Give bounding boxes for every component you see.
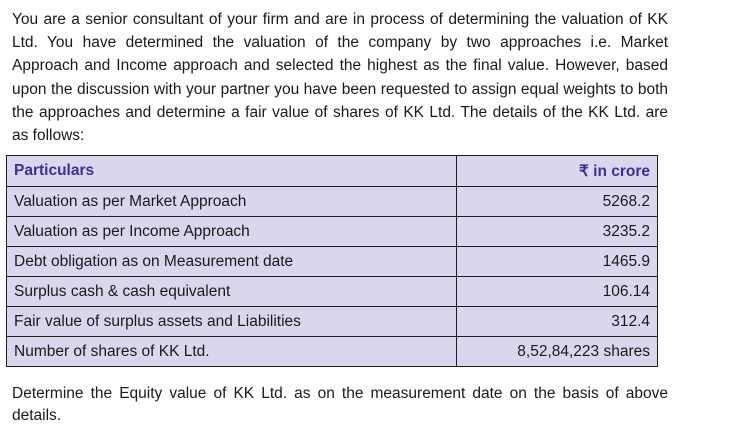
row-value: 1465.9 — [457, 247, 658, 277]
header-particulars: Particulars — [7, 156, 457, 187]
table-row — [7, 337, 658, 367]
row-value: 106.14 — [457, 277, 658, 307]
question-paragraph: Determine the Equity value of KK Ltd. as on the measurement date on the basis of above details. — [12, 385, 668, 424]
table-row — [7, 187, 658, 217]
table-row — [7, 217, 658, 247]
table-row — [7, 307, 658, 337]
row-label: Surplus cash & cash equivalent — [7, 277, 457, 307]
header-amount-unit: ₹ in crore — [457, 156, 658, 187]
table-row — [7, 277, 658, 307]
table-row — [7, 247, 658, 277]
row-value: 3235.2 — [457, 217, 658, 247]
row-value: 312.4 — [457, 307, 658, 337]
row-value: 5268.2 — [457, 187, 658, 217]
row-label: Valuation as per Income Approach — [7, 217, 457, 247]
table-header-row — [7, 156, 658, 187]
row-label: Number of shares of KK Ltd. — [7, 337, 457, 367]
row-label: Fair value of surplus assets and Liabilities — [7, 307, 457, 337]
intro-paragraph: You are a senior consultant of your firm and are in process of determining the valuation of KK Ltd. You have determined the valuation of the company by two approaches i.e. Market Approach and Income approach and selected the highest as the final value. However, based upon the discussion with your partner you have been requested to assign equal weights to both the approaches and determine a fair value of shares of KK Ltd. The details of the KK Ltd. are as follows: — [12, 11, 668, 145]
row-label: Debt obligation as on Measurement date — [7, 247, 457, 277]
row-value: 8,52,84,223 shares — [457, 337, 658, 367]
particulars-table — [6, 155, 658, 367]
row-label: Valuation as per Market Approach — [7, 187, 457, 217]
